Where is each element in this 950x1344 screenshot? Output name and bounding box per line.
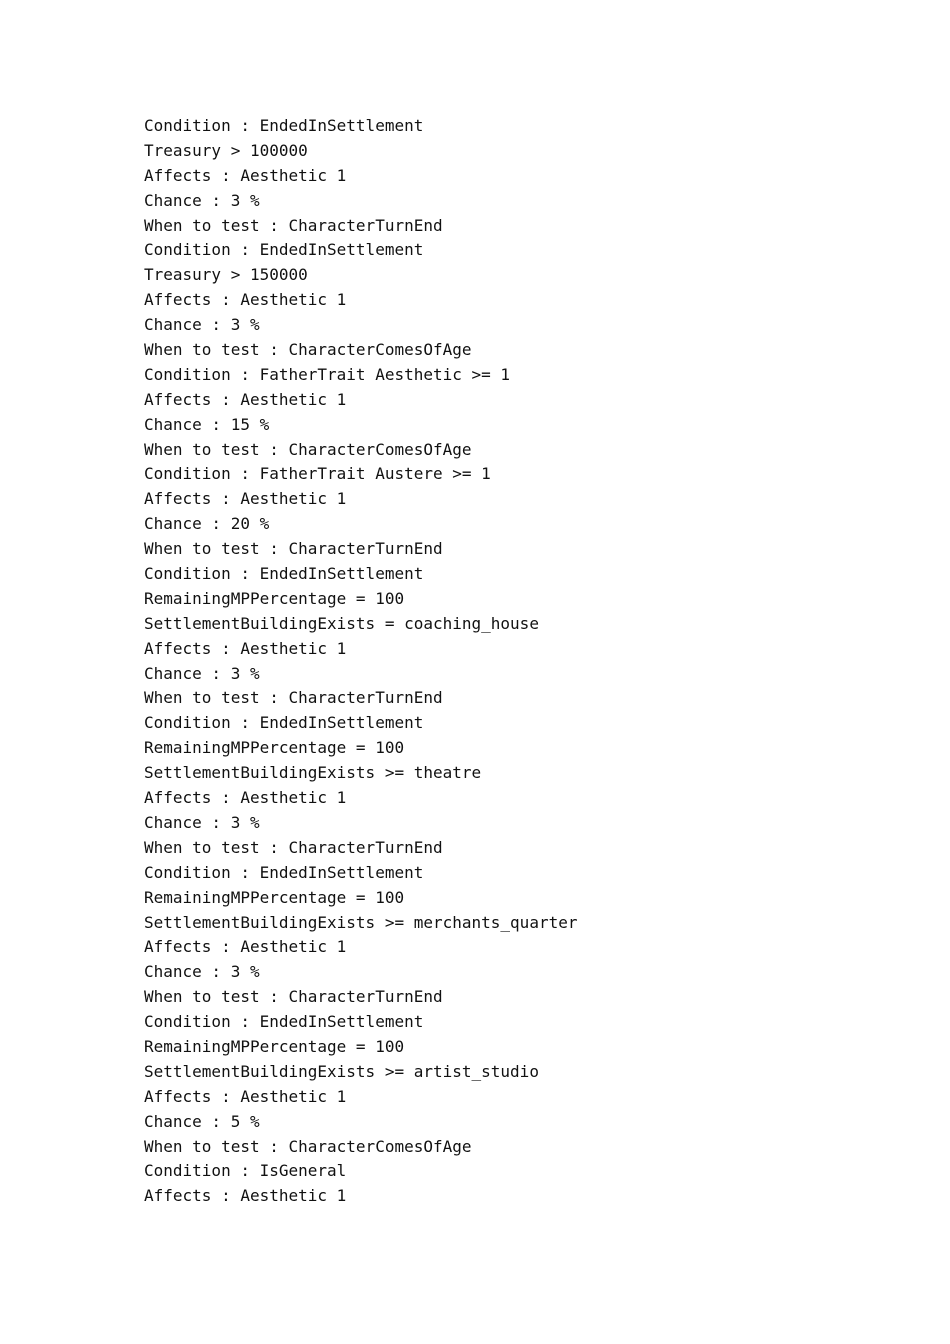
text-line: Condition : EndedInSettlement [144, 564, 424, 584]
text-line: RemainingMPPercentage = 100 [144, 588, 405, 608]
text-line: Affects : Aesthetic 1 [144, 1086, 347, 1106]
text-line: Affects : Aesthetic 1 [144, 489, 347, 509]
text-line: SettlementBuildingExists >= theatre [144, 763, 482, 783]
text-line: Chance : 3 % [144, 315, 260, 335]
text-line: When to test : CharacterTurnEnd [144, 837, 443, 857]
text-line: Chance : 3 % [144, 812, 260, 832]
text-line: Condition : EndedInSettlement [144, 240, 424, 260]
text-line: Condition : EndedInSettlement [144, 862, 424, 882]
text-line: When to test : CharacterComesOfAge [144, 439, 472, 459]
text-line: When to test : CharacterTurnEnd [144, 215, 443, 235]
text-line: When to test : CharacterComesOfAge [144, 340, 472, 360]
text-line: SettlementBuildingExists >= artist_studio [144, 1061, 539, 1081]
text-line: Condition : FatherTrait Aesthetic >= 1 [144, 364, 511, 384]
text-line: Chance : 15 % [144, 414, 270, 434]
text-line: Affects : Aesthetic 1 [144, 389, 347, 409]
text-line: When to test : CharacterComesOfAge [144, 1136, 472, 1156]
text-line: When to test : CharacterTurnEnd [144, 539, 443, 559]
text-line: Affects : Aesthetic 1 [144, 1186, 347, 1206]
text-line: Affects : Aesthetic 1 [144, 290, 347, 310]
text-line: Chance : 20 % [144, 514, 270, 534]
trait-trigger-text [144, 114, 577, 1209]
text-line: Chance : 3 % [144, 190, 260, 210]
text-line: When to test : CharacterTurnEnd [144, 987, 443, 1007]
text-line: Condition : IsGeneral [144, 1161, 347, 1181]
text-line: Chance : 3 % [144, 663, 260, 683]
text-line: Affects : Aesthetic 1 [144, 638, 347, 658]
text-line: Chance : 5 % [144, 1111, 260, 1131]
text-line: Condition : EndedInSettlement [144, 713, 424, 733]
text-line: RemainingMPPercentage = 100 [144, 1036, 405, 1056]
text-line: Treasury > 150000 [144, 265, 308, 285]
text-line: SettlementBuildingExists >= merchants_quarter [144, 912, 578, 932]
text-line: Affects : Aesthetic 1 [144, 788, 347, 808]
text-line: Condition : FatherTrait Austere >= 1 [144, 464, 491, 484]
text-line: RemainingMPPercentage = 100 [144, 738, 405, 758]
text-line: RemainingMPPercentage = 100 [144, 887, 405, 907]
text-line: SettlementBuildingExists = coaching_house [144, 613, 539, 633]
text-line: Condition : EndedInSettlement [144, 116, 424, 135]
text-line: Affects : Aesthetic 1 [144, 937, 347, 957]
text-line: Affects : Aesthetic 1 [144, 165, 347, 185]
text-line: When to test : CharacterTurnEnd [144, 688, 443, 708]
text-line: Treasury > 100000 [144, 140, 308, 160]
text-line: Condition : EndedInSettlement [144, 1012, 424, 1032]
text-line: Chance : 3 % [144, 962, 260, 982]
